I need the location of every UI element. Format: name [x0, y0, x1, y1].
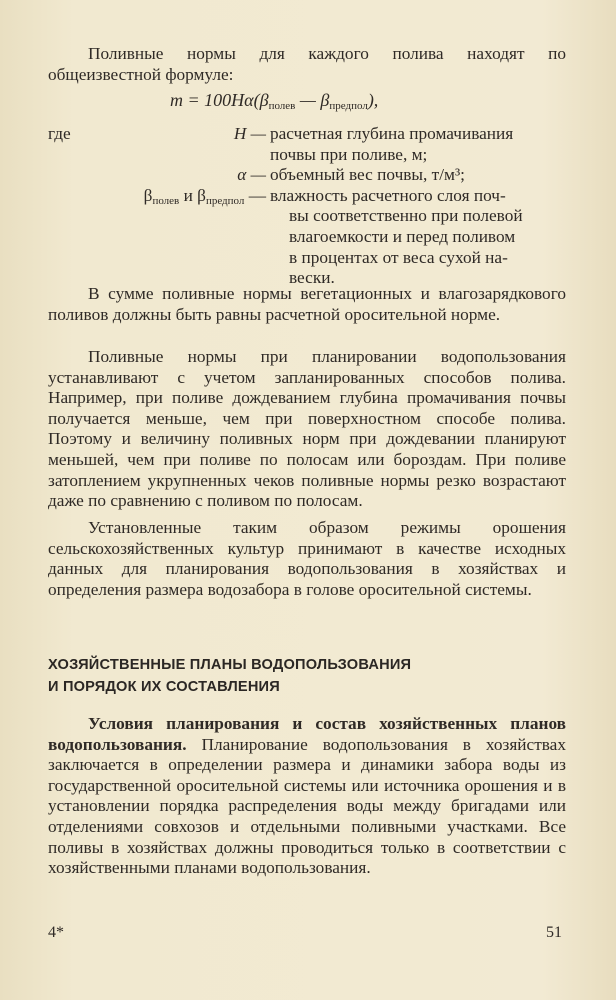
irrigation-formula: $m = 100H\alpha(\beta_{полев}$ — $\beta_{предпол}$),	[170, 90, 379, 112]
section-heading	[48, 654, 566, 698]
def-text-beta-1: влажность расчетного слоя поч-	[270, 185, 506, 205]
intro-paragraph: Поливные нормы для каждого полива находят по общеизвестной формуле:	[48, 44, 566, 84]
def-term-alpha: α —	[237, 165, 266, 185]
signature-mark: 4*	[48, 924, 64, 941]
formula-definitions	[48, 124, 566, 289]
def-text-beta-3: влагоемкости и перед поливом	[289, 226, 516, 246]
heading-line-1: ХОЗЯЙСТВЕННЫЕ ПЛАНЫ ВОДОПОЛЬЗОВАНИЯ	[48, 657, 412, 673]
def-text-h-2: почвы при поливе, м;	[270, 144, 428, 164]
def-text-alpha: объемный вес почвы, т/м³;	[270, 165, 465, 185]
def-text-beta-5: вески.	[289, 268, 335, 288]
heading-line-2: И ПОРЯДОК ИХ СОСТАВЛЕНИЯ	[48, 679, 280, 695]
def-term-h: H —	[233, 124, 266, 143]
def-text-beta-4: в процентах от веса сухой на-	[289, 247, 508, 267]
def-term-beta: $\beta_{полев}$ и $\beta_{предпол}$ —	[143, 185, 266, 207]
paragraph-regimes: Установленные таким образом режимы орошения сельскохозяйственных культур принимают в качестве исходных данных для планирования водопользования в хозяйствах и определения размера водозабора в голове оросительной системы.	[48, 518, 566, 599]
paragraph-planning-conditions: Условия планирования и состав хозяйственных планов водопользования. Планирование водопользования в хозяйствах заключается в определении размера и динамики забора воды из государственной оросительной системы или источника орошения и в установлении порядка распределения воды между бригадами или отделениями совхозов и отдельными поливными участками. Все поливы в хозяйствах должны проводиться только в соответствии с хозяйственными планами водопользования.	[48, 714, 566, 878]
def-text-h-1: расчетная глубина промачивания	[270, 124, 514, 143]
paragraph-lead-bold: Условия планирования и состав хозяйственных планов водопользования.	[48, 714, 566, 754]
page-number: 51	[546, 924, 562, 941]
def-text-beta-2: вы соответственно при полевой	[289, 206, 523, 226]
paragraph-irrigation-methods: Поливные нормы при планировании водопользования устанавливают с учетом запланированных способов полива. Например, при поливе дождеванием глубина промачивания почвы получается меньше, чем при поверхностном способе полива. Поэтому и величину поливных норм при дождевании планируют меньшей, чем при поливе по полосам или бороздам. При поливе затоплением укрупненных чеков поливные нормы резко возрастают даже по сравнению с поливом по полосам.	[48, 347, 566, 511]
where-label: где	[48, 124, 71, 143]
paragraph-sum-norms: В сумме поливные нормы вегетационных и влагозарядкового поливов должны быть равны расчетной оросительной норме.	[48, 284, 566, 324]
